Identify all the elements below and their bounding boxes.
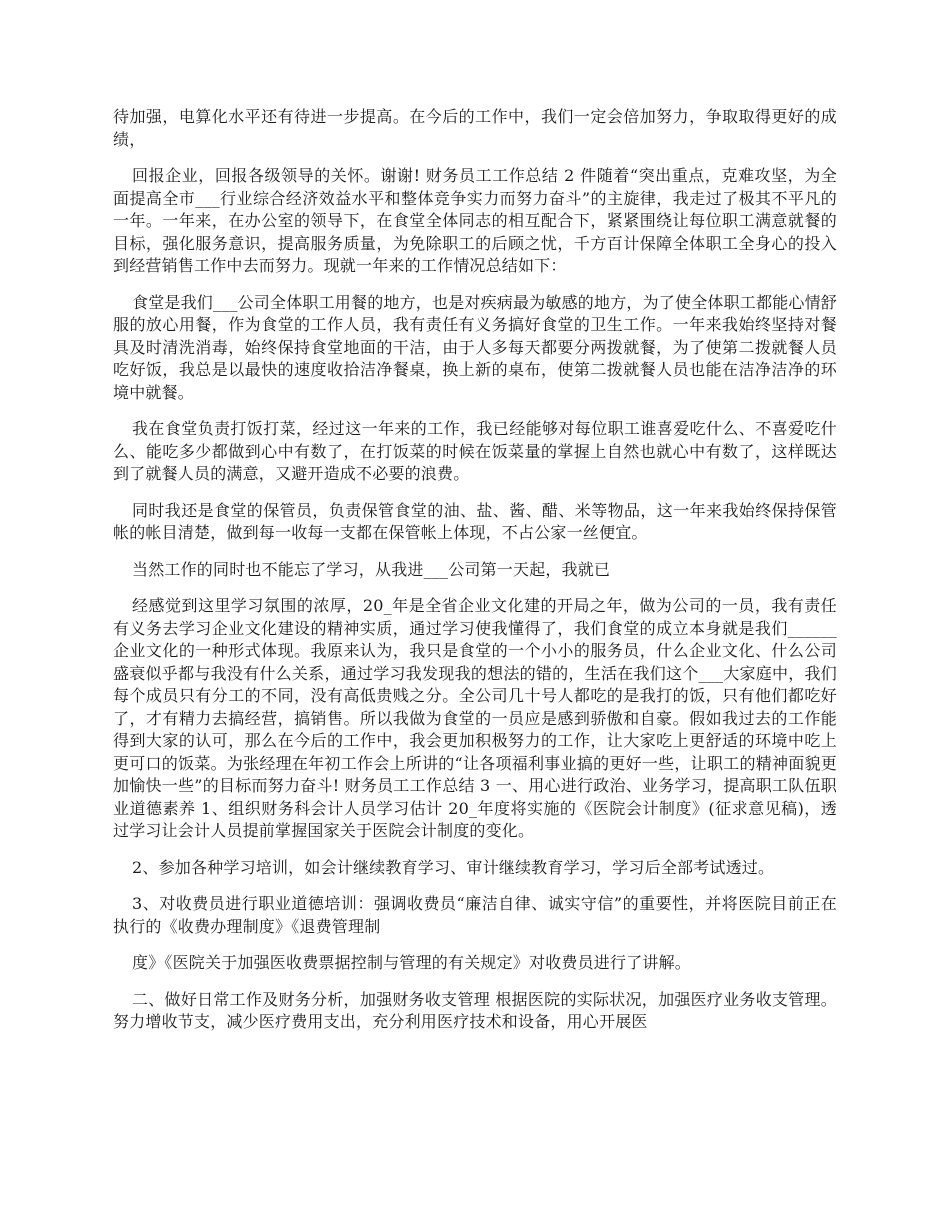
- paragraph-11: 二、做好日常工作及财务分析，加强财务收支管理 根据医院的实际状况，加强医疗业务收支管理。努力增收节支，减少医疗费用支出，充分利用医疗技术和设备，用心开展医: [113, 989, 837, 1031]
- paragraph-9: 3、对收费员进行职业道德培训：强调收费员“廉洁自律、诚实守信”的重要性，并将医院目前正在执行的《收费办理制度》《退费管理制: [113, 894, 837, 936]
- paragraph-2: 回报企业，回报各级领导的关怀。谢谢! 财务员工工作总结 2 件随着“突出重点，克难攻坚，为全面提高全市___行业综合经济效益水平和整体竞争实力而努力奋斗”的主旋律，我走过了极其不平凡的一年。一年来，在办公室的领导下，在食堂全体同志的相互配合下，紧紧围绕让每位职工满意就餐的目标，强化服务意识，提高服务质量，为免除职工的后顾之忧，千方百计保障全体职工全身心的投入到经营销售工作中去而努力。现就一年来的工作情况总结如下：: [113, 166, 837, 275]
- paragraph-10: 度》《医院关于加强医收费票据控制与管理的有关规定》对收费员进行了讲解。: [132, 953, 692, 972]
- paragraph-8: 2、参加各种学习培训，如会计继续教育学习、审计继续教育学习，学习后全部考试透过。: [132, 857, 775, 877]
- paragraph-1: 待加强，电算化水平还有待进一步提高。在今后的工作中，我们一定会倍加努力，争取取得更好的成绩，: [113, 107, 837, 149]
- paragraph-4: 我在食堂负责打饭打菜，经过这一年来的工作，我已经能够对每位职工谁喜爱吃什么、不喜爱吃什么、能吃多少都做到心中有数了，在打饭菜的时候在饭菜量的掌握上自然也就心中有数了，这样既达到了就餐人员的满意，又避开造成不必要的浪费。: [113, 419, 837, 483]
- document-page: [113, 106, 837, 1048]
- paragraph-5: 同时我还是食堂的保管员，负责保管食堂的油、盐、酱、醋、米等物品，这一年来我始终保持保管帐的帐目清楚，做到每一收每一支都在保管帐上体现，不占公家一丝便宜。: [113, 500, 837, 542]
- paragraph-6: 当然工作的同时也不能忘了学习，从我进___公司第一天起，我就已: [132, 559, 611, 579]
- paragraph-7: 经感觉到这里学习氛围的浓厚，20_年是全省企业文化建的开局之年，做为公司的一员，我有责任有义务去学习企业文化建设的精神实质，通过学习使我懂得了，我们食堂的成立本身就是我们______企业文化的一种形式体现。我原来认为，我只是食堂的一个小小的服务员，什么企业文化、什么公司盛衰似乎都与我没有什么关系，通过学习我发现我的想法的错的，生活在我们这个___大家庭中，我们每个成员只有分工的不同，没有高低贵贱之分。全公司几十号人都吃的是我打的饭，只有他们都吃好了，才有精力去搞经营，搞销售。所以我做为食堂的一员应是感到骄傲和自豪。假如我过去的工作能得到大家的认可，那么在今后的工作中，我会更加积极努力的工作，让大家吃上更舒适的环境中吃上更可口的饭菜。为张经理在年初工作会上所讲的“让各项福利事业搞的更好一些，让职工的精神面貌更加愉快一些”的目标而努力奋斗! 财务员工工作总结 3 一、用心进行政治、业务学习，提高职工队伍职业道德素养 1、组织财务科会计人员学习估计 20_年度将实施的《医院会计制度》(征求意见稿)，透过学习让会计人员提前掌握国家关于医院会计制度的变化。: [113, 596, 837, 840]
- paragraph-3: 食堂是我们___公司全体职工用餐的地方，也是对疾病最为敏感的地方，为了使全体职工都能心情舒服的放心用餐，作为食堂的工作人员，我有责任有义务搞好食堂的卫生工作。一年来我始终坚持对餐具及时清洗消毒，始终保持食堂地面的干洁，由于人多每天都要分两拨就餐，为了使第二拨就餐人员吃好饭，我总是以最快的速度收拾洁净餐桌，换上新的桌布，使第二拨就餐人员也能在洁净洁净的环境中就餐。: [113, 292, 838, 402]
